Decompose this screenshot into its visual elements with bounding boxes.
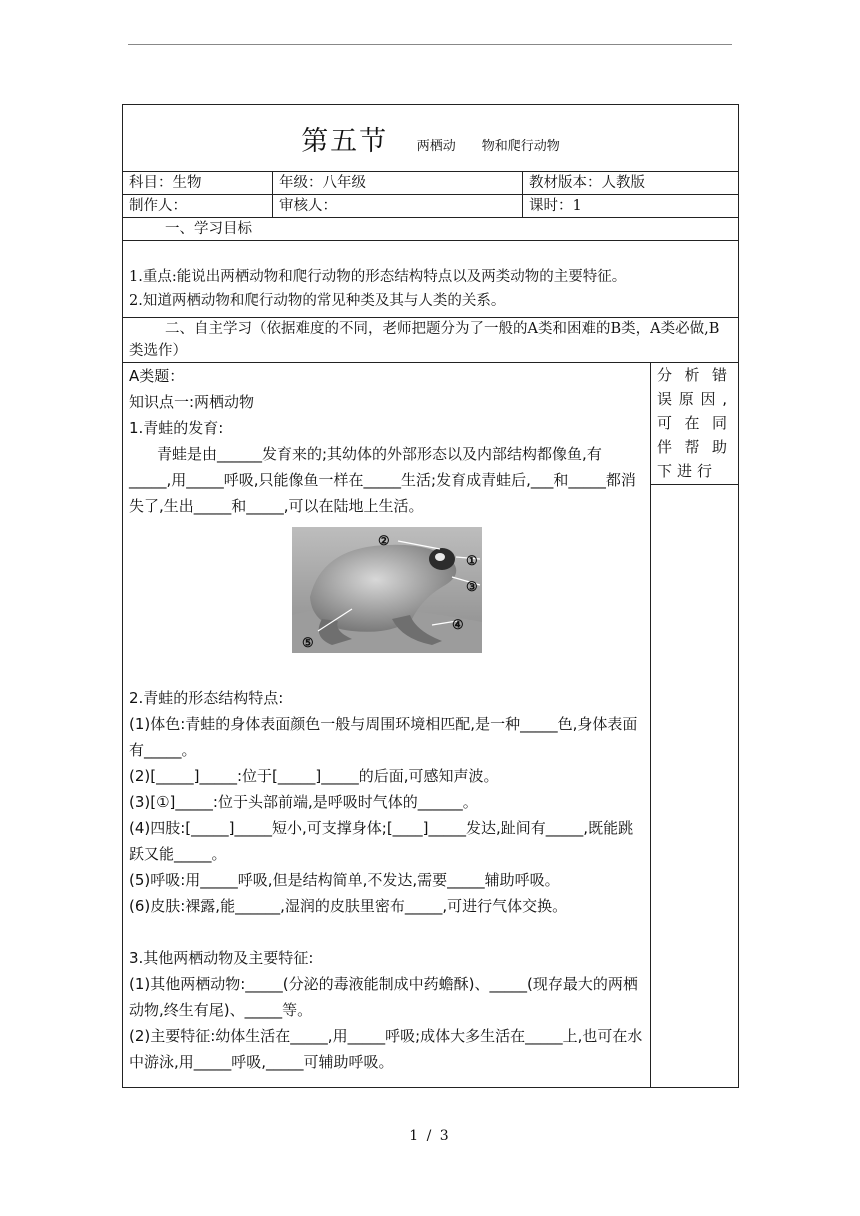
q3-line-1: (1)其他两栖动物:_____(分泌的毒液能制成中药蟾酥)、_____(现存最大的两栖动物,终生有尾)、_____等。	[129, 975, 638, 1019]
q2-line-6: (6)皮肤:裸露,能______,湿润的皮肤里密布_____,可进行气体交换。	[129, 897, 568, 915]
goal-item-1: 1.重点:能说出两栖动物和爬行动物的形态结构特点以及两类动物的主要特征。	[129, 269, 627, 285]
lesson-plan-sheet	[122, 104, 738, 1088]
side-note: 分析错误原因,可在同伴帮助下进行	[651, 363, 738, 485]
q2-line-3: (3)[①]_____:位于头部前端,是呼吸时气体的______。	[129, 793, 478, 811]
page-title: 第五节	[301, 125, 389, 157]
page-number: 1 / 3	[409, 1128, 451, 1144]
frog-label-3: ③	[465, 580, 478, 595]
self-study-heading-cell	[123, 318, 739, 363]
side-note-cell	[651, 363, 739, 1088]
frog-label-5: ⑤	[301, 636, 314, 651]
q1-paragraph: 青蛙是由______发育来的;其幼体的外部形态以及内部结构都像鱼,有_____,用_____呼吸,只能像鱼一样在_____生活;发育成青蛙后,___和_____都消失了,生出_____和_____,可以在陆地上生活。	[129, 445, 636, 515]
q2-title: 2.青蛙的形态结构特点:	[129, 689, 284, 707]
frog-photo	[292, 527, 482, 653]
q2-line-2: (2)[_____]_____:位于[_____]_____的后面,可感知声波。	[129, 767, 499, 785]
content-cell	[123, 363, 651, 1088]
q2-line-4: (4)四肢:[_____]_____短小,可支撑身体;[____]_____发达,趾间有_____,既能跳跃又能_____。	[129, 819, 634, 863]
q1-title: 1.青蛙的发育:	[129, 419, 224, 437]
self-study-heading: 二、自主学习（依据难度的不同，老师把题分为了一般的A类和困难的B类，A类必做,B类选作）	[129, 321, 720, 359]
maker-cell: 制作人：	[123, 195, 273, 218]
q2-line-5: (5)呼吸:用_____呼吸,但是结构简单,不发达,需要_____辅助呼吸。	[129, 871, 560, 889]
subject-cell: 科目：生物	[123, 172, 273, 195]
header-rule	[128, 44, 732, 45]
lesson-table	[122, 104, 739, 1088]
a-heading: A类题：	[129, 367, 185, 385]
page-subtitle: 两栖动 物和爬行动物	[416, 138, 560, 154]
frog-label-2: ②	[377, 534, 390, 549]
grade-cell: 年级：八年级	[273, 172, 523, 195]
q3-line-2: (2)主要特征:幼体生活在_____,用_____呼吸;成体大多生活在_____上,也可在水中游泳,用_____呼吸,_____可辅助呼吸。	[129, 1027, 643, 1071]
knowledge-point-1: 知识点一:两栖动物	[129, 393, 255, 411]
reviewer-cell: 审核人：	[273, 195, 523, 218]
q2-line-1: (1)体色:青蛙的身体表面颜色一般与周围环境相匹配,是一种_____色,身体表面有_____。	[129, 715, 638, 759]
section-goals-heading: 一、学习目标	[123, 218, 739, 241]
frog-label-4: ④	[451, 618, 464, 633]
goals-cell	[123, 241, 739, 318]
period-cell: 课时：1	[523, 195, 739, 218]
edition-cell: 教材版本：人教版	[523, 172, 739, 195]
q3-title: 3.其他两栖动物及主要特征:	[129, 949, 314, 967]
frog-label-1: ①	[465, 554, 478, 569]
frog-figure	[292, 527, 482, 653]
title-cell	[123, 105, 739, 172]
goal-item-2: 2.知道两栖动物和爬行动物的常见种类及其与人类的关系。	[129, 293, 506, 309]
